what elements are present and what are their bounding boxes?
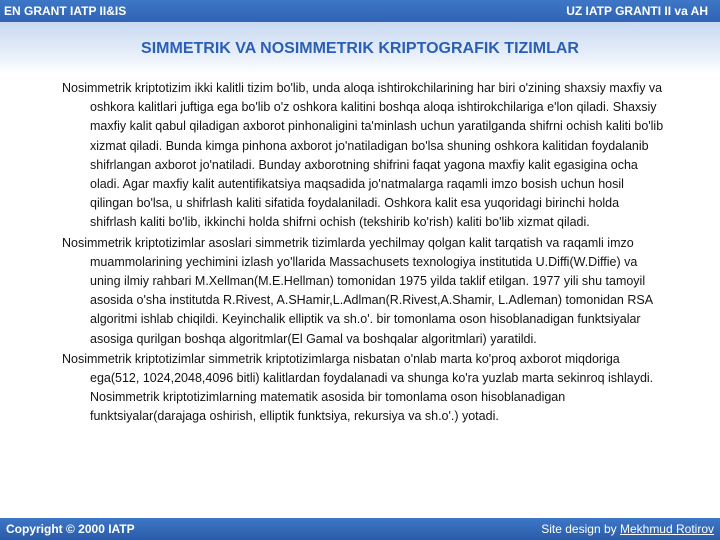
header-left-text: EN GRANT IATP II&IS bbox=[4, 4, 127, 18]
credit-prefix: Site design by bbox=[541, 522, 620, 536]
copyright-text: Copyright © 2000 IATP bbox=[6, 522, 135, 536]
paragraph-3: Nosimmetrik kriptotizimlar simmetrik kriptotizimlarga nisbatan o'nlab marta ko'proq axborot miqdoriga ega(512, 1024,2048,4096 bitli) kalitlardan foydalanadi va shunga ko'ra yuzlab marta sekinroq ishlaydi. Nosimmetrik kriptotizimlarning matematik asosida bir tomonlama oson hisoblanadigan funktsiyalar(darajaga oshirish, elliptik funktsiya, rekursiya va sh.o'.) yotadi. bbox=[62, 351, 654, 424]
content-body bbox=[62, 79, 668, 428]
paragraph-1: Nosimmetrik kriptotizim ikki kalitli tizim bo'lib, unda aloqa ishtirokchilarining har biri o'zining shaxsiy maxfiy va oshkora kalitlari juftiga ega bo'lib o'z oshkora kalitini boshqa aloqa ishtirokchilariga e'lon qiladi. Shaxsiy maxfiy kalit qabul qiladigan axborot pinhonaligini ta'minlash uchun yaratilganda shifrni ochish kaliti bo'lib xizmat qiladi. Bunda kimga pinhona axborot jo'natiladigan bo'lsa shuning oshkora kalitidan foydalanib shifrlangan axborot jo'natiladi. Bunday axborotning shifrini faqat yagona maxfiy kalit egasigina ocha oladi. Agar maxfiy kalit autentifikatsiya maqsadida jo'natmalarga raqamli imzo bosish uchun hosil qilingan bo'lsa, u shifrlash kaliti sifatida foydalaniladi. Oshkora kalit esa yuqoridagi birinchi holda shifrlash kaliti bo'lib, ikkinchi holda shifrni ochish (tekshirib ko'rish) kaliti bo'lib xizmat qiladi. bbox=[62, 81, 664, 230]
bottom-bar bbox=[0, 518, 720, 540]
header-right-text: UZ IATP GRANTI II va AH bbox=[566, 4, 708, 18]
site-credit bbox=[541, 522, 714, 536]
author-link[interactable]: Mekhmud Rotirov bbox=[619, 522, 714, 536]
page-title: SIMMETRIK VA NOSIMMETRIK KRIPTOGRAFIK TIZIMLAR bbox=[141, 40, 579, 57]
top-bar bbox=[0, 0, 720, 22]
paragraph-2: Nosimmetrik kriptotizimlar asoslari simmetrik tizimlarda yechilmay qolgan kalit tarqatish va raqamli imzo muammolarining yechimini izlash yo'llarida Massachusets texnologiya institutida U.Diffi(W.Diffie) va uning ilmiy rahbari M.Xellman(M.E.Hellman) tomonidan 1975 yilda taklif etilgan. 1977 yili shu tamoyil asosida o'sha institutda R.Rivest, A.SHamir,L.Adlman(R.Rivest,A.Shamir, L.Adleman) tomonidan RSA algoritmi ishlab chiqildi. Keyinchalik elliptik va sh.o'. bir tomonlama oson hisoblanadigan funktsiyalar asosiga qurilgan boshqa algoritmlar(El Gamal va boshqalar algoritmlari) yaratildi. bbox=[62, 235, 653, 346]
